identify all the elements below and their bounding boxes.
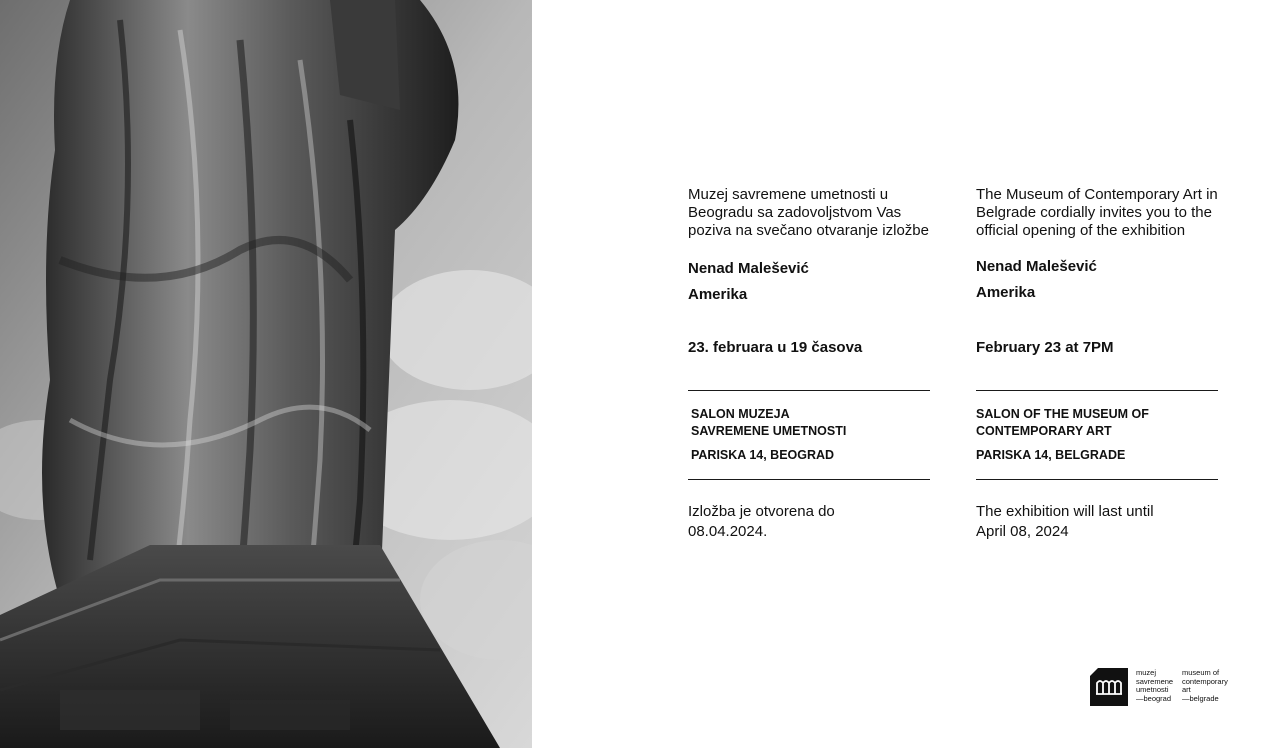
venue-line-2-sr: SAVREMENE UMETNOSTI <box>691 424 847 438</box>
venue-name-sr <box>691 406 846 440</box>
statue-illustration <box>0 0 532 748</box>
venue-line-2-en: CONTEMPORARY ART <box>976 424 1112 438</box>
logo-sr-line: umetnosti <box>1136 685 1169 695</box>
logo-text-en <box>1182 669 1228 703</box>
exhibition-title-en: Amerika <box>976 284 1036 301</box>
logo-text-sr <box>1136 669 1173 703</box>
until-line-1-sr: Izložba je otvorena do <box>688 503 835 520</box>
until-line-2-en: April 08, 2024 <box>976 523 1069 540</box>
artist-name-sr: Nenad Malešević <box>688 260 809 277</box>
venue-name-en <box>976 406 1149 440</box>
opening-date-sr: 23. februara u 19 časova <box>688 339 863 356</box>
exhibition-title-sr: Amerika <box>688 286 748 303</box>
logo-en-line: art <box>1182 685 1191 695</box>
divider-top-sr <box>688 390 930 391</box>
until-line-1-en: The exhibition will last until <box>976 503 1154 520</box>
until-line-2-sr: 08.04.2024. <box>688 523 768 540</box>
divider-bottom-sr <box>688 479 930 480</box>
venue-address-en: PARISKA 14, BELGRADE <box>976 448 1126 462</box>
invitation-text-sr: Muzej savremene umetnosti u Beogradu sa zadovoljstvom Vas poziva na svečano otvaranje izložbe <box>688 186 929 239</box>
artist-name-en: Nenad Malešević <box>976 258 1097 275</box>
invitation-text-en: The Museum of Contemporary Art in Belgrade cordially invites you to the official opening of the exhibition <box>976 186 1218 239</box>
museum-logo-icon <box>1090 668 1128 706</box>
divider-bottom-en <box>976 479 1218 480</box>
venue-address-sr: PARISKA 14, BEOGRAD <box>691 448 835 462</box>
serbian-column <box>688 186 938 540</box>
logo-en-line: museum of <box>1182 668 1220 677</box>
english-column <box>976 186 1236 540</box>
exhibition-until-en <box>976 502 1154 542</box>
venue-line-1-sr: SALON MUZEJA <box>691 407 790 421</box>
opening-date-en: February 23 at 7PM <box>976 339 1114 356</box>
logo-sr-line: —beograd <box>1136 693 1172 703</box>
logo-en-line: contemporary <box>1182 676 1228 686</box>
logo-sr-line: savremene <box>1136 676 1174 686</box>
logo-sr-line: muzej <box>1136 668 1157 677</box>
venue-line-1-en: SALON OF THE MUSEUM OF <box>976 407 1149 421</box>
divider-top-en <box>976 390 1218 391</box>
exhibition-until-sr <box>688 502 835 542</box>
statue-photo <box>0 0 532 748</box>
logo-en-line: —belgrade <box>1182 693 1219 703</box>
